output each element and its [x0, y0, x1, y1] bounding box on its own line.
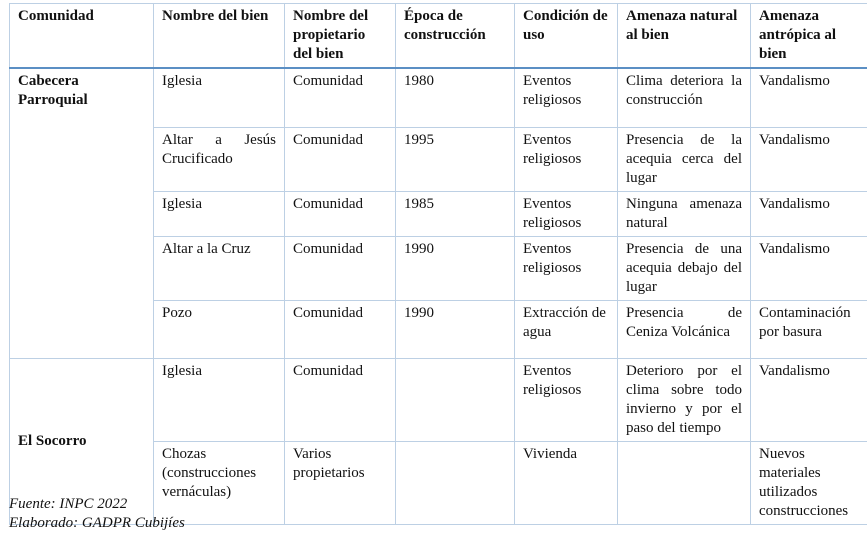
cell-nombre: Altar a Jesús Crucificado	[154, 127, 285, 191]
cell-amenaza-natural: Ninguna amenaza natural	[618, 191, 751, 236]
header-epoca: Época de construcción	[396, 4, 515, 69]
heritage-table	[9, 3, 867, 525]
cell-condicion: Eventos religiosos	[515, 358, 618, 441]
header-amenaza-antropica: Amenaza antrópica al bien	[751, 4, 867, 69]
cell-amenaza-antropica: Vandalismo	[751, 191, 867, 236]
cell-amenaza-antropica: Vandalismo	[751, 68, 867, 127]
table-header-row	[10, 4, 867, 69]
community-cell: Cabecera Parroquial	[10, 68, 154, 358]
table-row	[10, 358, 867, 441]
cell-nombre: Pozo	[154, 300, 285, 358]
cell-nombre: Iglesia	[154, 68, 285, 127]
cell-nombre: Iglesia	[154, 191, 285, 236]
table-row	[10, 68, 867, 127]
cell-epoca: 1990	[396, 236, 515, 300]
cell-amenaza-natural: Presencia de la acequia cerca del lugar	[618, 127, 751, 191]
header-amenaza-natural: Amenaza natural al bien	[618, 4, 751, 69]
cell-nombre: Chozas (construcciones vernáculas)	[154, 441, 285, 524]
cell-epoca: 1985	[396, 191, 515, 236]
cell-amenaza-natural: Presencia de Ceniza Volcánica	[618, 300, 751, 358]
cell-condicion: Eventos religiosos	[515, 191, 618, 236]
community-cell: El Socorro	[10, 358, 154, 524]
cell-epoca: 1995	[396, 127, 515, 191]
source-note: Fuente: INPC 2022	[9, 496, 128, 512]
header-comunidad: Comunidad	[10, 4, 154, 69]
cell-epoca: 1990	[396, 300, 515, 358]
cell-amenaza-antropica: Nuevos materiales utilizados construcciones	[751, 441, 867, 524]
header-nombre-bien: Nombre del bien	[154, 4, 285, 69]
cell-propietario: Comunidad	[285, 358, 396, 441]
cell-amenaza-antropica: Contaminación por basura	[751, 300, 867, 358]
cell-amenaza-antropica: Vandalismo	[751, 127, 867, 191]
cell-propietario: Comunidad	[285, 191, 396, 236]
cell-propietario: Varios propietarios	[285, 441, 396, 524]
cell-propietario: Comunidad	[285, 127, 396, 191]
cell-condicion: Eventos religiosos	[515, 236, 618, 300]
cell-propietario: Comunidad	[285, 300, 396, 358]
cell-amenaza-antropica: Vandalismo	[751, 236, 867, 300]
cell-epoca	[396, 358, 515, 441]
cell-condicion: Extracción de agua	[515, 300, 618, 358]
cell-epoca	[396, 441, 515, 524]
table-footer	[9, 495, 185, 533]
cell-amenaza-antropica: Vandalismo	[751, 358, 867, 441]
cell-nombre: Iglesia	[154, 358, 285, 441]
cell-propietario: Comunidad	[285, 236, 396, 300]
cell-condicion: Eventos religiosos	[515, 68, 618, 127]
cell-condicion: Eventos religiosos	[515, 127, 618, 191]
cell-amenaza-natural: Presencia de una acequia debajo del lugar	[618, 236, 751, 300]
prepared-by-note: Elaborado: GADPR Cubijíes	[9, 515, 185, 531]
cell-condicion: Vivienda	[515, 441, 618, 524]
header-condicion: Condición de uso	[515, 4, 618, 69]
cell-amenaza-natural: Deterioro por el clima sobre todo invierno y por el paso del tiempo	[618, 358, 751, 441]
cell-nombre: Altar a la Cruz	[154, 236, 285, 300]
cell-amenaza-natural: Clima deteriora la construcción	[618, 68, 751, 127]
cell-amenaza-natural	[618, 441, 751, 524]
cell-epoca: 1980	[396, 68, 515, 127]
cell-propietario: Comunidad	[285, 68, 396, 127]
header-propietario: Nombre del propietario del bien	[285, 4, 396, 69]
